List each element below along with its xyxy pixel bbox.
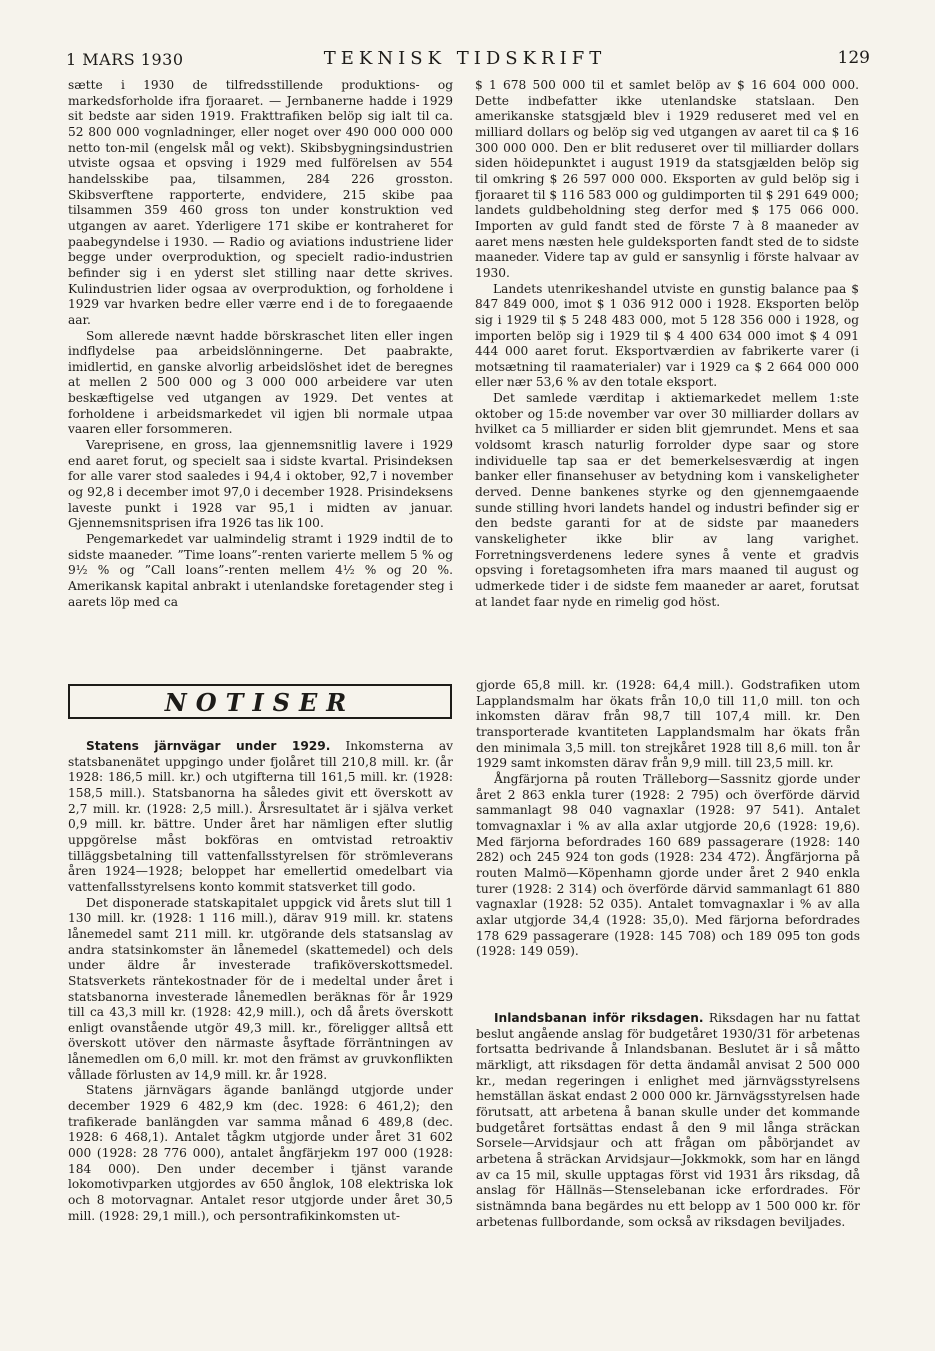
header-date: 1 MARS 1930 [66,50,184,69]
page-header [60,48,870,76]
paragraph: Ångfärjorna på routen Trälleborg—Sassnitz gjorde under året 2 863 enkla turer (1928: 2 795) och överförde därvid sammanlagt 98 040 vagnaxlar (1928: 97 541). Antalet tomvagnaxlar i % av alla axlar utgjorde 20,6 (1928: 19,6). Med färjorna befordrades 160 689 passagerare (1928: 140 282) och 245 924 ton gods (1928: 234 472). Ångfärjorna på routen Malmö—Köpenhamn gjorde under året 2 940 enkla turer (1928: 2 314) och överförde därvid sammanlagt 61 880 vagnaxlar (1928: 52 035). Antalet tomvagnaxlar i % av alla axlar utgjorde 34,4 (1928: 35,0). Med färjorna befordrades 178 629 passagerare (1928: 145 708) och 189 095 ton gods (1928: 149 059). [476,771,860,959]
paragraph: Det samlede værditap i aktiemarkedet mellem 1:ste oktober og 15:de november var over 30 milliarder dollars av hvilket ca 5 milliarder er siden blit gjemrundet. Mens et saa voldsomt krasch naturlig forrolder dype saar og store individuelle tap saa er det bemerkelsesværdig at ingen banker eller finansehuser av betydning kom i vanskeligheter derved. Denne bankenes styrke og den gjennemgaaende sunde stilling hvori landets handel og industri befinder sig er den bedste garanti for at de sidste par maaneders vanskeligheter ikke blir av lang varighet. Forretningsverdenens ledere synes å vente et gradvis opsving i foretagsomheten ifra mars maaned til august og udmerkede tider i de sidste fem maaneder ar aaret, forutsat at landet faar nyde en rimelig god höst. [475,391,859,609]
paragraph [68,739,453,896]
journal-title: TEKNISK TIDSKRIFT [323,48,607,69]
paragraph: sætte i 1930 de tilfredsstillende produktions- og markedsforholde ifra fjoraaret. — Jernbanerne hadde i 1929 sit bedste aar siden 1919. Frakttrafiken belöp sig ialt til ca. 52 800 000 vognladninger, eller noget over 490 000 000 000 netto ton-mil (engelsk mål og vekt). Skibsbygningsindustrien utviste ogsaa et opsving i 1929 med fulförelsen av 554 handelsskibe paa, tilsammen, 284 226 grosston. Skibsverftene rapporterte, endvidere, 215 skibe paa tilsammen 359 460 gross ton under konstruktion ved utgangen av aaret. Yderligere 171 skibe er kontraheret for paabegyndelse i 1930. — Radio og aviations industriene lider begge under overproduktion, og specielt radio-industrien befinder sig i en yderst slet stilling naar dette skrives. Kulindustrien lider ogsaa av overproduktion, og forholdene i 1929 var hvarken bedre eller værre end i de to foregaaende aar. [68,78,453,327]
notice-heading: Statens järnvägar under 1929. [86,739,331,753]
paragraph: Pengemarkedet var ualmindelig stramt i 1929 indtil de to sidste maaneder. ”Time loans”-renten varierte mellem 5 % og 9½ % og ”Call loans”-renten mellem 4½ % og 20 %. Amerikansk kapital anbrakt i utenlandske foretagender steg i aarets löp med ca [68,532,453,609]
page-number: 129 [837,48,870,68]
section-banner [68,684,452,719]
paragraph: gjorde 65,8 mill. kr. (1928: 64,4 mill.). Godstrafiken utom Lapplandsmalm har ökats från 10,0 till 11,0 mill. ton och inkomsten därav från 98,7 till 107,4 mill. kr. Den transporterade kvantiteten Lapplandsmalm har ökats från den minimala 3,5 mill. ton strejkåret 1928 till 8,6 mill. ton år 1929 samt inkomsten därav från 9,9 mill. till 23,5 mill. kr. [476,678,860,771]
paragraph: Det disponerade statskapitalet uppgick vid årets slut till 1 130 mill. kr. (1928: 1 116 mill.), därav 919 mill. kr. statens lånemedel samt 211 mill. kr. utgörande dels statsanslag av andra statsinkomster än lånemedel (skattemedel) och dels under äldre år investerade trafiköverskottsmedel. Statsverkets räntekostnader för de i medeltal under året i statsbanorna investerade lånemedlen beräknas för år 1929 till ca 43,3 mill kr. (1928: 42,9 mill.), och då årets överskott enligt ovanstående utgör 49,3 mill. kr., föreligger alltså ett överskott utöver den närmaste åsyftade förräntningen av lånemedlen om 6,0 mill. kr. mot den främst av gruvkonflikten vållade förlusten av 14,9 mill. kr. år 1928. [68,895,453,1082]
notice-column-right-lower [476,1011,860,1230]
paragraph-text: Inkomsterna av statsbanenätet uppgingo under fjolåret till 210,8 mill. kr. (år 1928: 186,5 mill. kr.) och utgifterna till 161,5 mill. kr. (1928: 158,5 mill.). Statsbanorna ha således givit ett överskott av 2,7 mill. kr. (1928: 2,5 mill.). Årsresultatet är i själva verket 0,9 mill. kr. bättre. Under året har nämligen efter slutlig uppgörelse måst bokföras en omtvistad retroaktiv tilläggsbetalning till vattenfallsstyrelsen för strömleverans åren 1924—1928; beloppet har emellertid omedelbart via vattenfallsstyrelsens konto kommit statsverket till godo. [68,739,453,894]
article-column-right [475,78,859,610]
paragraph: $ 1 678 500 000 til et samlet belöp av $ 16 604 000 000. Dette indbefatter ikke utenlandske statslaan. Den amerikanske statsgjæld blev i 1929 reduseret med vel en milliard dollars og belöp sig ved utgangen av aaret til ca $ 16 300 000 000. Den er blit reduseret over til milliarder dollars siden höidepunktet i august 1919 da statsgjælden belöp sig til omkring $ 26 597 000 000. Eksporten av guld belöp sig i fjoraaret til $ 116 583 000 og guldimporten til $ 291 649 000; landets guldbeholdning steg derfor med $ 175 066 000. Importen av guld fandt sted de förste 7 à 8 maaneder av aaret mens næsten hele guldeksporten fandt sted de to sidste maaneder. Videre tap av guld er sansynlig i förste halvaar av 1930. [475,78,859,280]
paragraph [476,1011,860,1230]
article-column-left [68,78,453,610]
notice-column-left [68,739,453,1224]
section-title: NOTISER [164,688,356,717]
notice-column-right [476,678,860,960]
notice-heading: Inlandsbanan inför riksdagen. [494,1011,704,1025]
paragraph-text: Riksdagen har nu fattat beslut angående anslag för budgetåret 1930/31 för arbetenas fortsatta bedrivande å Inlandsbanan. Beslutet är i så måtto märkligt, att riksdagen för detta ändamål anvisat 2 500 000 kr., medan regeringen i enlighet med järnvägsstyrelsens hemställan äskat endast 2 000 000 kr. Järnvägsstyrelsen hade förutsatt, att arbetena å banan skulle under det kommande budgetåret fortsättas endast å den 9 mil långa sträckan Sorsele—Arvidsjaur och att frågan om påbörjandet av arbetena å sträckan Arvidsjaur—Jokkmokk, som har en längd av ca 15 mil, skulle upptagas först vid 1931 års riksdag, då anslag för Hällnäs—Stenselebanan icke erfordrades. För sistnämnda bana begärdes nu ett belopp av 1 500 000 kr. för arbetenas fullbordande, som också av riksdagen beviljades. [476,1011,860,1229]
paragraph: Som allerede nævnt hadde börskraschet liten eller ingen indflydelse paa arbeidslönningerne. Det paabrakte, imidlertid, en ganske alvorlig arbeidslöshet idet de beregnes at mellen 2 500 000 og 3 000 000 arbeidere var uten beskæftigelse ved utgangen av 1929. Det ventes at forholdene i arbeidsmarkedet vil igjen bli normale utpaa vaaren eller forsommeren. [68,328,453,437]
paragraph: Statens järnvägars ägande banlängd utgjorde under december 1929 6 482,9 km (dec. 1928: 6 461,2); den trafikerade banlängden var samma månad 6 489,8 (dec. 1928: 6 468,1). Antalet tågkm utgjorde under året 31 602 000 (1928: 28 776 000), antalet ångfärjekm 197 000 (1928: 184 000). Den under december i tjänst varande lokomotivparken utgjordes av 650 ånglok, 108 elektriska lok och 8 motorvagnar. Antalet resor utgjorde under året 30,5 mill. (1928: 29,1 mill.), och persontrafikinkomsten ut- [68,1083,453,1223]
paragraph: Landets utenrikeshandel utviste en gunstig balance paa $ 847 849 000, imot $ 1 036 912 000 i 1928. Eksporten belöp sig i 1929 til $ 5 248 483 000, mot 5 128 356 000 i 1928, og importen belöp sig i 1929 til $ 4 400 634 000 imot $ 4 091 444 000 aaret forut. Eksportværdien av fabrikerte varer (i motsætning til raamaterialer) var i 1929 ca $ 2 664 000 000 eller nær 53,6 % av den totale eksport. [475,281,859,390]
paragraph: Vareprisene, en gross, laa gjennemsnitlig lavere i 1929 end aaret forut, og specielt saa i sidste kvartal. Prisindeksen for alle varer stod saaledes i 94,4 i oktober, 92,7 i november og 92,8 i december imot 97,0 i december 1928. Prisindeksens laveste punkt i 1928 var 95,1 i midten av januar. Gjennemsnitsprisen ifra 1926 tas lik 100. [68,438,453,531]
